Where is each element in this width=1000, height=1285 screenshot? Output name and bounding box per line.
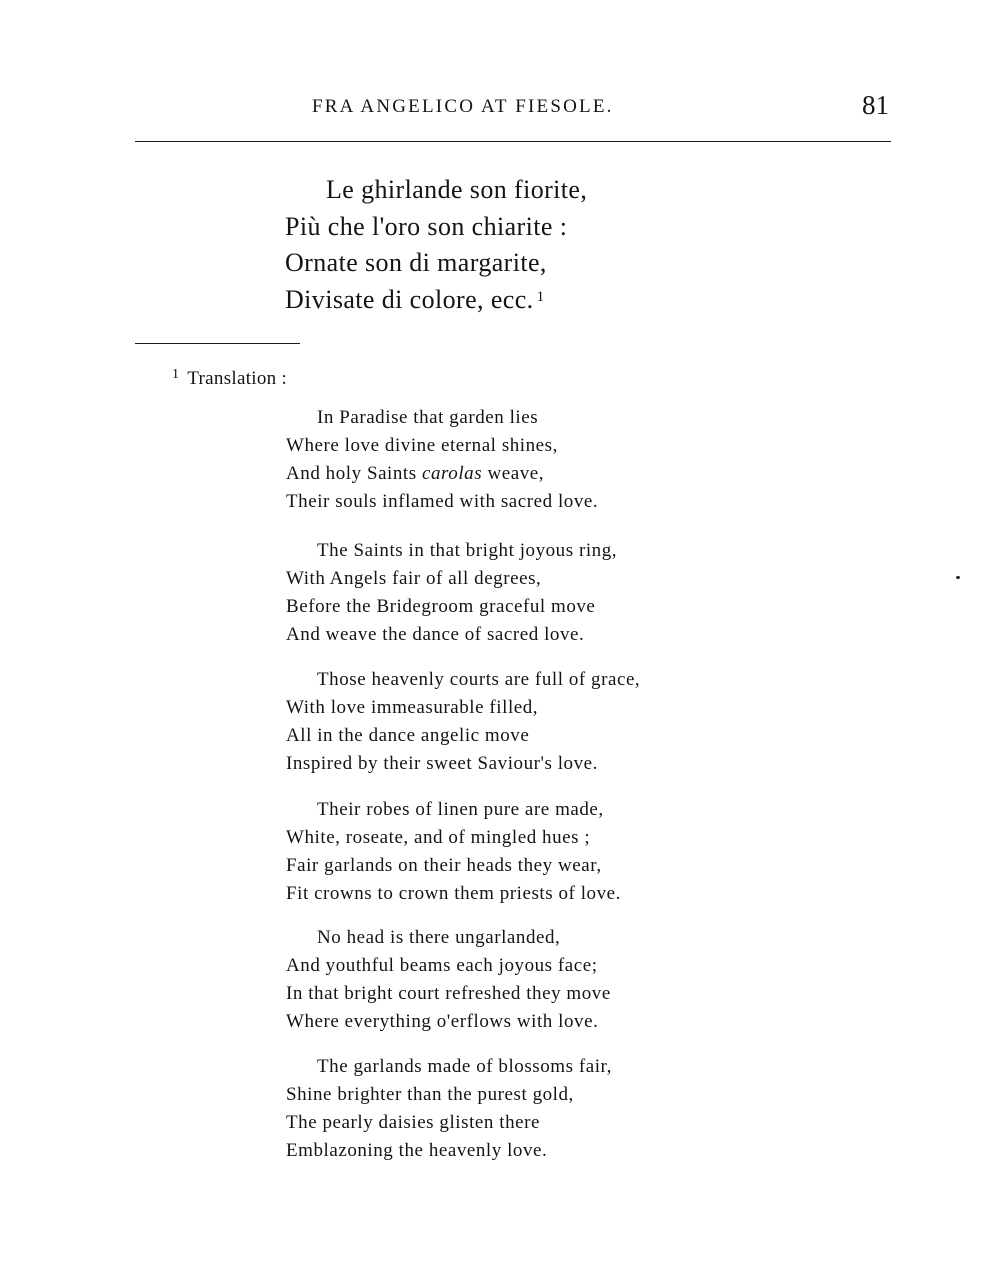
page-number: 81 [862, 90, 889, 120]
stanza-line: Fair garlands on their heads they wear, [286, 855, 602, 876]
stanza-line: Their souls inflamed with sacred love. [286, 491, 599, 512]
stanza-line: Le ghirlande son fiorite, [326, 175, 588, 204]
stanza-line: No head is there ungarlanded, [317, 927, 561, 948]
stanza-line: In that bright court refreshed they move [286, 983, 611, 1004]
stanza-line: Where love divine eternal shines, [286, 435, 558, 456]
stanza-line: Fit crowns to crown them priests of love. [286, 883, 621, 904]
line-text: And holy Saints [286, 463, 423, 484]
stanza-line: With Angels fair of all degrees, [286, 568, 542, 589]
running-head: FRA ANGELICO AT FIESOLE. [312, 96, 614, 117]
translation-stanza-5 [286, 924, 611, 1036]
translation-stanza-4 [286, 796, 621, 908]
footnote-rule [135, 343, 300, 344]
translation-stanza-2 [286, 537, 617, 649]
stanza-line-text: Divisate di colore, ecc. [285, 284, 534, 314]
stanza-line: And weave the dance of sacred love. [286, 624, 585, 645]
stanza-line: Their robes of linen pure are made, [317, 799, 604, 820]
stanza-line: And youthful beams each joyous face; [286, 955, 598, 976]
translation-stanza-1 [286, 404, 598, 516]
stanza-line: Più che l'oro son chiarite : [285, 211, 568, 241]
footnote-label-text: Translation : [187, 368, 288, 389]
translation-stanza-6 [286, 1053, 612, 1165]
stanza-line: Before the Bridegroom graceful move [286, 596, 596, 617]
stanza-line: The Saints in that bright joyous ring, [317, 540, 618, 561]
stanza-line: Shine brighter than the purest gold, [286, 1084, 574, 1105]
stanza-line: White, roseate, and of mingled hues ; [286, 827, 591, 848]
stanza-line: In Paradise that garden lies [317, 407, 539, 428]
line-text: weave, [482, 463, 545, 484]
stanza-line: Ornate son di margarite, [285, 248, 547, 277]
stanza-line: The garlands made of blossoms fair, [317, 1056, 612, 1077]
italic-word: carolas [422, 463, 483, 484]
stanza-line [286, 460, 598, 488]
stanza-line: Inspired by their sweet Saviour's love. [286, 753, 598, 774]
stanza-line-with-footnote [285, 282, 587, 319]
footnote-label [172, 368, 287, 390]
header-rule [135, 141, 891, 142]
stanza-line: Those heavenly courts are full of grace, [317, 669, 641, 690]
stanza-line: The pearly daisies glisten there [286, 1112, 540, 1133]
stanza-line: With love immeasurable filled, [286, 697, 539, 718]
translation-stanza-3 [286, 666, 640, 778]
stanza-line: Where everything o'erflows with love. [286, 1011, 599, 1032]
stanza-line: Emblazoning the heavenly love. [286, 1140, 548, 1161]
print-speck [956, 576, 960, 579]
footnote-number: 1 [172, 367, 180, 382]
italian-stanza [285, 172, 587, 318]
stanza-line: All in the dance angelic move [286, 725, 530, 746]
footnote-reference-mark: 1 [536, 288, 545, 305]
